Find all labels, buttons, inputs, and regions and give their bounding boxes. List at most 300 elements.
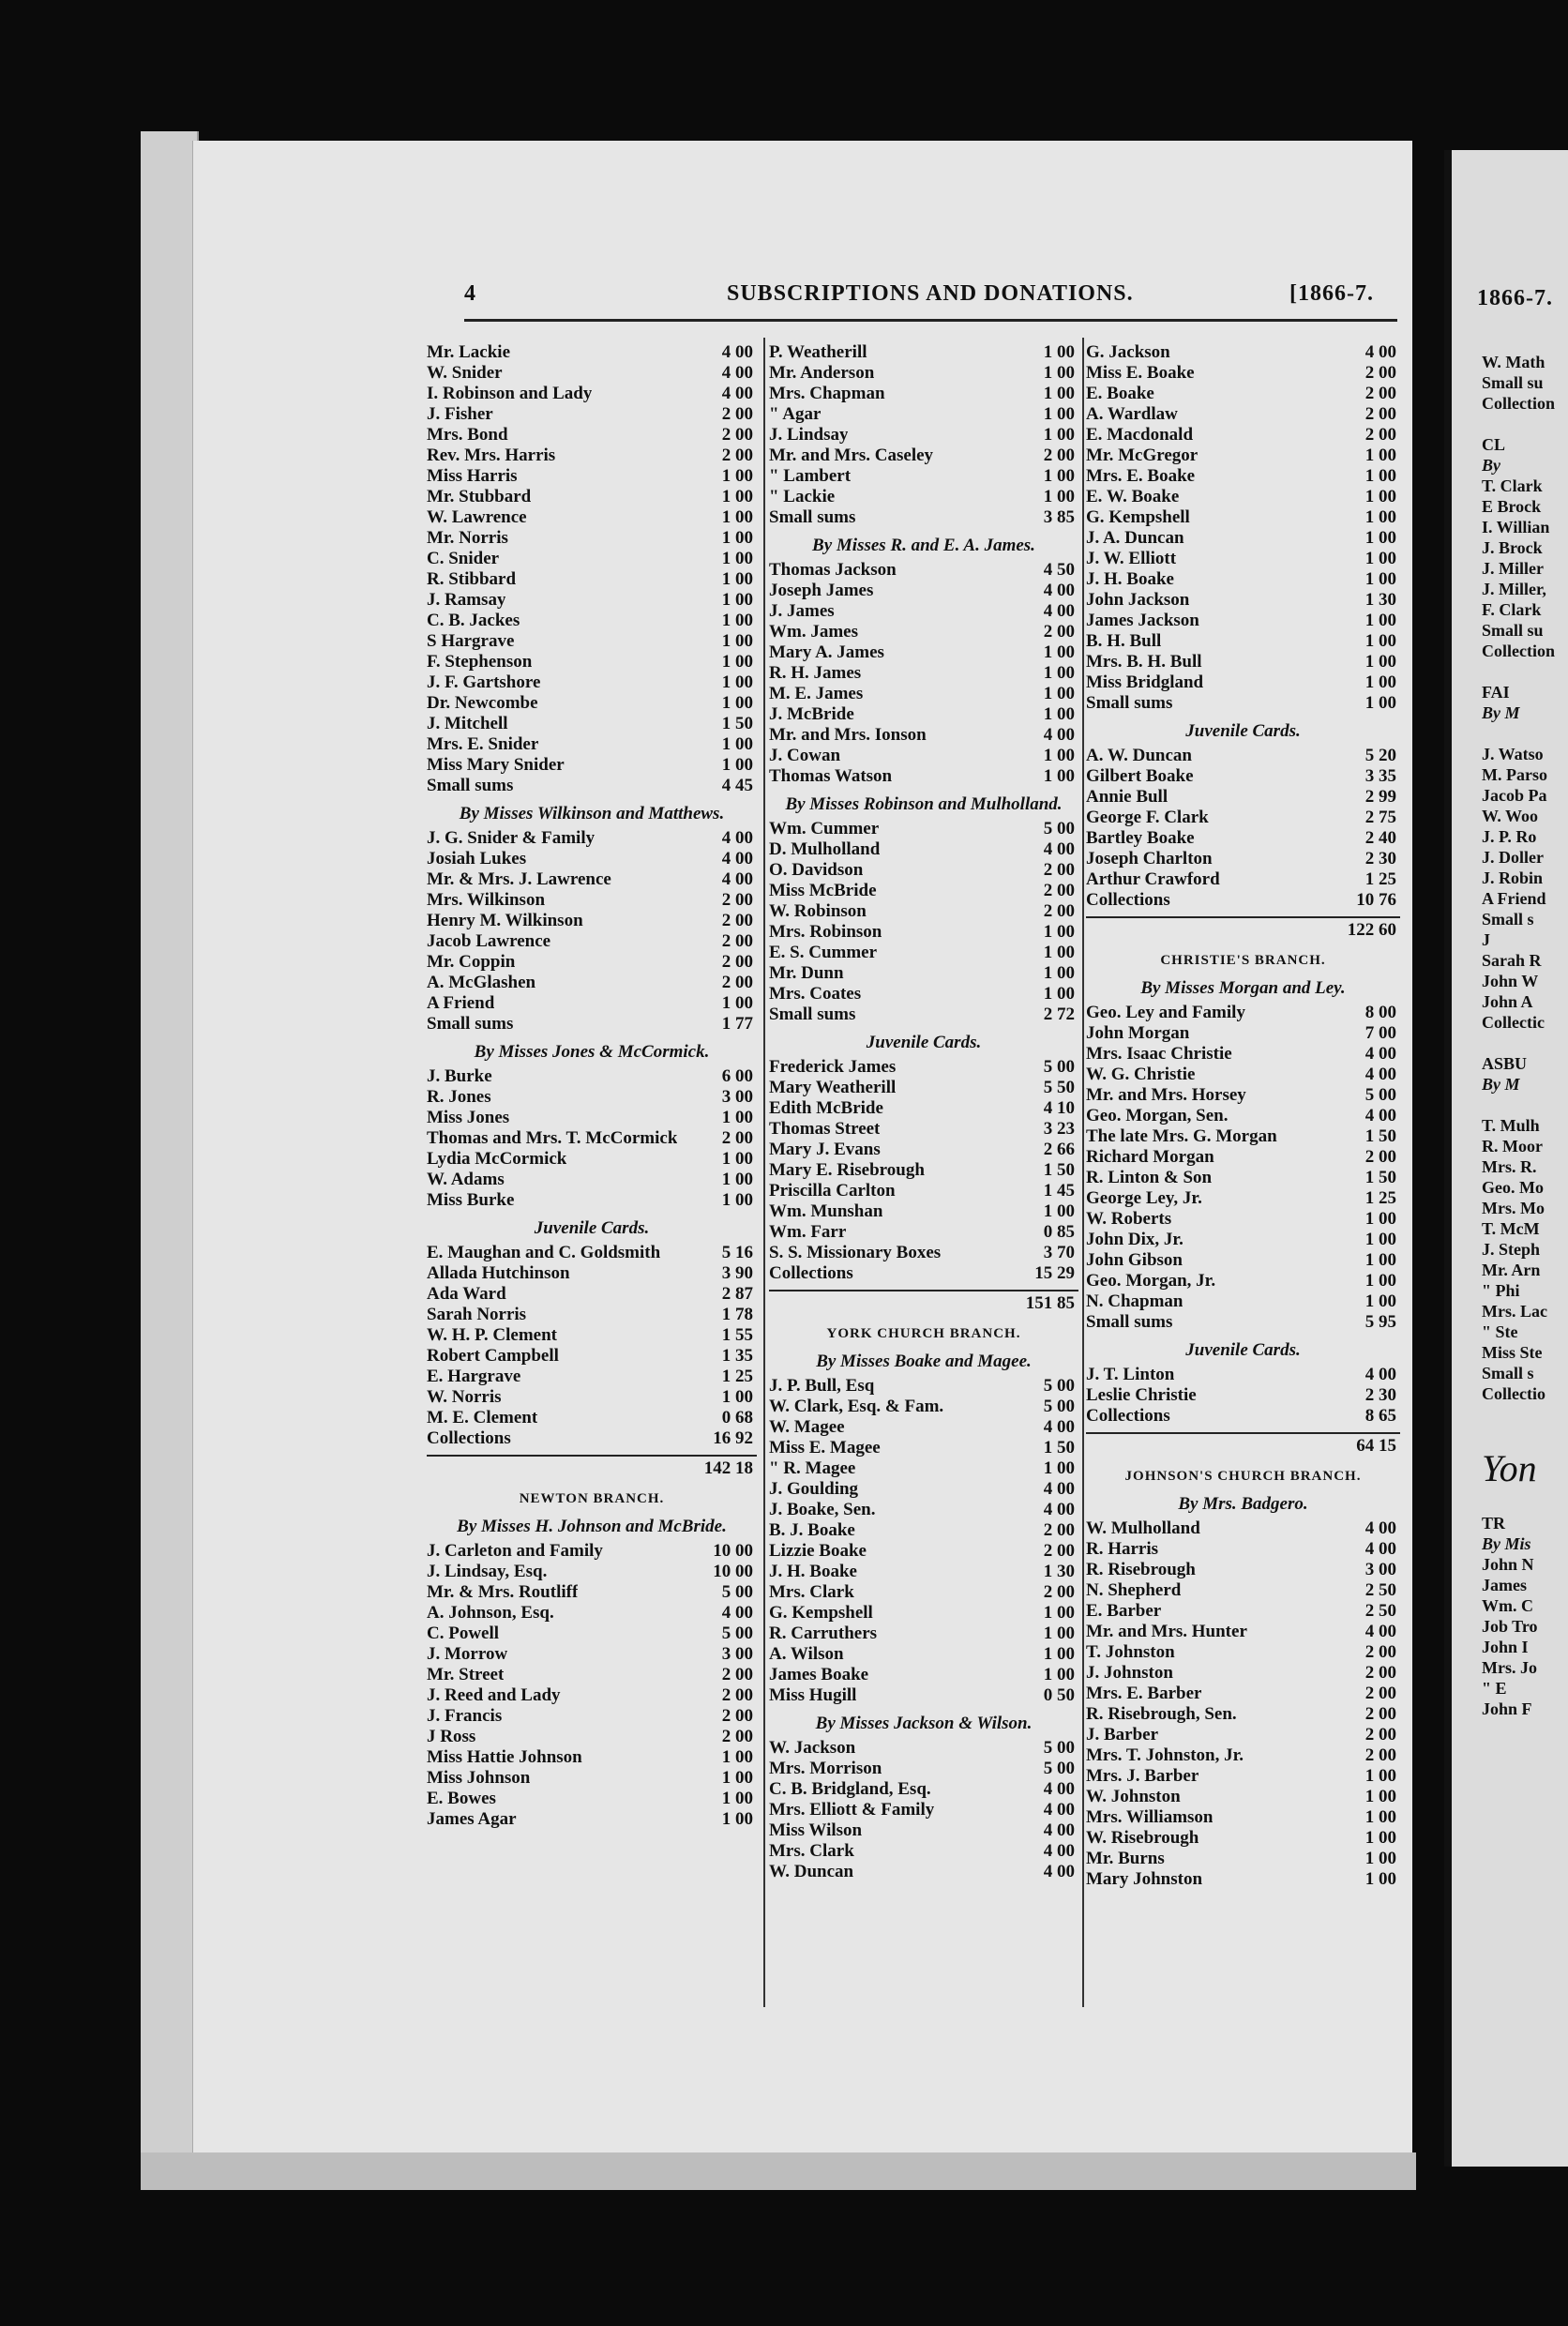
donation-amount: 2 75 — [1364, 808, 1396, 827]
donation-amount: 1 00 — [1364, 1787, 1396, 1806]
donation-amount: 1 00 — [1043, 642, 1075, 662]
donation-amount: 4 00 — [1364, 1065, 1396, 1084]
list-item — [1086, 828, 1400, 849]
donor-name: Miss Wilson — [769, 1820, 863, 1840]
donation-amount: 2 00 — [721, 890, 753, 910]
section-total — [769, 1290, 1078, 1314]
donor-name: Mrs. Coates — [769, 984, 862, 1004]
donor-name: W. Johnston — [1086, 1787, 1181, 1806]
list-item — [1086, 1560, 1400, 1580]
donation-amount: 5 20 — [1364, 746, 1396, 765]
list-item — [1086, 1725, 1400, 1745]
donation-amount: 1 00 — [721, 549, 753, 568]
list-item — [1086, 1828, 1400, 1849]
page-year: [1866-7. — [1289, 281, 1374, 306]
donation-amount: 2 00 — [1043, 446, 1075, 465]
list-item — [427, 1066, 757, 1087]
donor-name: Allada Hutchinson — [427, 1263, 570, 1283]
donor-name: J. F. Gartshore — [427, 672, 541, 692]
facing-page-line: Mrs. Mo — [1482, 1199, 1545, 1217]
donor-name: B. H. Bull — [1086, 631, 1162, 651]
donation-amount: 1 00 — [1043, 1665, 1075, 1684]
list-item — [1086, 1188, 1400, 1209]
donation-amount: 4 00 — [1364, 1365, 1396, 1384]
donor-name: Mr. Anderson — [769, 363, 875, 383]
donation-amount: 2 00 — [721, 952, 753, 972]
donor-name: Mr. and Mrs. Caseley — [769, 446, 934, 465]
facing-page-line: By M — [1482, 703, 1520, 722]
donor-name: C. B. Bridgland, Esq. — [769, 1779, 931, 1799]
donation-amount: 1 00 — [1043, 1201, 1075, 1221]
list-item — [1086, 849, 1400, 869]
list-item — [1086, 466, 1400, 487]
donor-name: E. W. Boake — [1086, 487, 1180, 506]
donor-name: B. J. Boake — [769, 1520, 855, 1540]
donor-name: Mrs. E. Barber — [1086, 1684, 1202, 1703]
donor-name: Mr. and Mrs. Hunter — [1086, 1622, 1247, 1641]
donor-name: Mr. and Mrs. Horsey — [1086, 1085, 1246, 1105]
list-item — [769, 1098, 1078, 1119]
list-item — [1086, 1869, 1400, 1890]
donation-amount: 5 00 — [1043, 1376, 1075, 1396]
list-item — [1086, 746, 1400, 766]
list-item — [769, 1541, 1078, 1562]
list-item — [769, 342, 1078, 363]
list-item — [1086, 1580, 1400, 1601]
donation-amount: 5 00 — [1043, 1397, 1075, 1416]
facing-page-line: J. Miller — [1482, 559, 1544, 578]
donor-name: Mary Johnston — [1086, 1869, 1203, 1889]
list-item — [427, 952, 757, 973]
column-divider-2 — [1082, 338, 1084, 2007]
list-item — [1086, 787, 1400, 808]
list-item — [427, 487, 757, 507]
list-item — [427, 1541, 757, 1562]
donor-name: J. Lindsay, Esq. — [427, 1562, 548, 1581]
donation-amount: 1 50 — [1043, 1438, 1075, 1458]
list-item — [1086, 1684, 1400, 1704]
donor-name: Small sums — [427, 1014, 514, 1034]
section-heading: By Misses Jones & McCormick. — [474, 1042, 710, 1062]
facing-page-line: Mr. Arn — [1482, 1261, 1541, 1279]
donor-name: W. Snider — [427, 363, 503, 383]
donation-amount: 1 00 — [1043, 766, 1075, 786]
donation-amount: 4 00 — [721, 849, 753, 868]
list-item — [427, 890, 757, 911]
facing-page-line: T. McM — [1482, 1219, 1540, 1238]
donor-name: Mrs. B. H. Bull — [1086, 652, 1202, 672]
donor-name: Joseph James — [769, 581, 874, 600]
donation-amount: 2 99 — [1364, 787, 1396, 807]
donor-name: John Jackson — [1086, 590, 1190, 610]
donation-amount: 1 00 — [1043, 1603, 1075, 1623]
donation-amount: 1 00 — [721, 755, 753, 775]
donation-amount: 10 00 — [713, 1541, 753, 1561]
donation-amount: 1 00 — [1043, 384, 1075, 403]
donation-amount: 4 00 — [721, 1603, 753, 1623]
facing-page-line: T. Clark — [1482, 476, 1543, 495]
facing-page-column — [1482, 352, 1555, 1719]
list-item — [769, 1376, 1078, 1397]
list-item — [427, 1747, 757, 1768]
list-item — [427, 384, 757, 404]
list-item — [769, 819, 1078, 839]
facing-page-line: T. Mulh — [1482, 1116, 1540, 1135]
donor-name: Gilbert Boake — [1086, 766, 1194, 786]
donation-amount: 1 00 — [1043, 342, 1075, 362]
donation-amount: 3 00 — [721, 1644, 753, 1664]
list-item — [1086, 1044, 1400, 1065]
donation-amount: 1 00 — [1364, 1766, 1396, 1786]
list-item — [427, 1768, 757, 1789]
donation-amount: 1 00 — [721, 693, 753, 713]
list-item — [769, 839, 1078, 860]
donation-amount: 1 00 — [721, 652, 753, 672]
donation-amount: 4 00 — [1043, 1417, 1075, 1437]
donation-amount: 4 00 — [1043, 1820, 1075, 1840]
donation-amount: 2 00 — [721, 425, 753, 445]
list-item — [1086, 693, 1400, 714]
donation-amount: 7 00 — [1364, 1023, 1396, 1043]
donation-amount: 5 00 — [1043, 819, 1075, 838]
facing-page-line: FAI — [1482, 683, 1510, 702]
section-total — [1086, 1432, 1400, 1457]
donor-name: Miss Johnson — [427, 1768, 531, 1788]
donor-name: Mr. Stubbard — [427, 487, 532, 506]
donation-amount: 1 00 — [721, 1190, 753, 1210]
list-item — [769, 1500, 1078, 1520]
list-item — [1086, 569, 1400, 590]
facing-page-line: Collection — [1482, 394, 1555, 413]
facing-page-line — [1482, 1492, 1555, 1513]
donation-amount: 4 00 — [1043, 1800, 1075, 1820]
list-item — [427, 528, 757, 549]
list-item — [769, 1738, 1078, 1759]
donor-name: Mrs. Isaac Christie — [1086, 1044, 1232, 1064]
donor-name: M. E. James — [769, 684, 864, 703]
donation-amount: 0 50 — [1043, 1685, 1075, 1705]
list-item — [427, 1685, 757, 1706]
list-item — [1086, 446, 1400, 466]
donor-name: J. P. Bull, Esq — [769, 1376, 875, 1396]
donation-amount: 1 00 — [1043, 487, 1075, 506]
list-item — [1086, 1663, 1400, 1684]
donation-amount: 1 00 — [721, 1170, 753, 1189]
donor-name: J. Reed and Lady — [427, 1685, 561, 1705]
page-bottom-edge — [141, 2152, 1416, 2190]
list-item — [769, 1800, 1078, 1820]
donation-amount: 2 00 — [1043, 1582, 1075, 1602]
donor-name: J. Goulding — [769, 1479, 859, 1499]
donor-name: W. Mulholland — [1086, 1518, 1200, 1538]
facing-page-line: A Friend — [1482, 889, 1546, 908]
list-item — [427, 1428, 757, 1449]
donor-name: Miss Burke — [427, 1190, 515, 1210]
donation-amount: 1 25 — [1364, 1188, 1396, 1208]
facing-page-line: John W — [1482, 972, 1539, 990]
section-heading: By Misses H. Johnson and McBride. — [457, 1517, 727, 1536]
donation-amount: 4 00 — [1043, 1862, 1075, 1881]
donation-amount: 1 30 — [1364, 590, 1396, 610]
donor-name: J. McBride — [769, 704, 854, 724]
list-item — [769, 1759, 1078, 1779]
donor-name: G. Jackson — [1086, 342, 1170, 362]
donation-amount: 2 50 — [1364, 1580, 1396, 1600]
list-item — [427, 1809, 757, 1830]
list-item — [427, 342, 757, 363]
list-item — [769, 1862, 1078, 1882]
donation-amount: 1 00 — [1364, 1849, 1396, 1868]
list-item — [1086, 1539, 1400, 1560]
donation-amount: 1 00 — [721, 507, 753, 527]
donation-amount: 4 00 — [721, 384, 753, 403]
donor-name: Mr. Burns — [1086, 1849, 1165, 1868]
list-item — [1086, 1365, 1400, 1385]
column-1 — [427, 342, 757, 1830]
donation-amount: 1 00 — [721, 611, 753, 630]
donor-name: J. W. Elliott — [1086, 549, 1177, 568]
donation-amount: 1 00 — [1364, 569, 1396, 589]
donation-amount: 2 00 — [1043, 622, 1075, 642]
donor-name: C. Powell — [427, 1624, 500, 1643]
donation-amount: 1 00 — [1043, 943, 1075, 962]
total-amount: 151 85 — [1025, 1293, 1075, 1313]
donation-amount: 4 10 — [1043, 1098, 1075, 1118]
donation-amount: 2 87 — [721, 1284, 753, 1304]
donation-amount: 2 00 — [721, 1727, 753, 1746]
donation-amount: 2 00 — [1364, 1147, 1396, 1167]
list-item — [769, 1140, 1078, 1160]
donation-amount: 4 00 — [1043, 839, 1075, 859]
donor-name: Miss Mary Snider — [427, 755, 565, 775]
facing-page-line: Mrs. Lac — [1482, 1302, 1547, 1321]
list-item — [427, 1346, 757, 1367]
list-item — [427, 755, 757, 776]
list-item — [427, 693, 757, 714]
donation-amount: 8 00 — [1364, 1003, 1396, 1022]
list-item — [769, 1644, 1078, 1665]
donation-amount: 2 00 — [721, 1706, 753, 1726]
donor-name: A. Wilson — [769, 1644, 844, 1664]
list-item — [769, 984, 1078, 1004]
donor-name: Mr. Norris — [427, 528, 508, 548]
donor-name: Mr. and Mrs. Ionson — [769, 725, 927, 745]
list-item — [1086, 652, 1400, 672]
donation-amount: 1 00 — [1364, 1230, 1396, 1249]
facing-page-line — [1482, 1095, 1555, 1115]
section-total — [1086, 916, 1400, 941]
facing-page-line — [1482, 1425, 1555, 1445]
list-item — [427, 1603, 757, 1624]
facing-page-line: Small s — [1482, 910, 1534, 929]
donor-name: P. Weatherill — [769, 342, 867, 362]
donation-amount: 1 00 — [1364, 1271, 1396, 1291]
donor-name: " Lambert — [769, 466, 852, 486]
donor-name: Leslie Christie — [1086, 1385, 1197, 1405]
list-item — [427, 466, 757, 487]
donation-amount: 2 00 — [721, 911, 753, 930]
list-item — [427, 1190, 757, 1211]
donor-name: J. James — [769, 601, 835, 621]
donor-name: D. Mulholland — [769, 839, 881, 859]
donor-name: Miss E. Boake — [1086, 363, 1195, 383]
section-heading: By Mrs. Badgero. — [1178, 1494, 1308, 1514]
donation-amount: 1 00 — [1364, 1209, 1396, 1229]
list-item — [769, 466, 1078, 487]
facing-page-line — [1482, 661, 1555, 682]
list-item — [1086, 1126, 1400, 1147]
list-item — [769, 1438, 1078, 1458]
donor-name: Robert Campbell — [427, 1346, 559, 1366]
donor-name: J. Carleton and Family — [427, 1541, 603, 1561]
list-item — [1086, 1250, 1400, 1271]
header-rule — [464, 319, 1397, 322]
list-item — [427, 973, 757, 993]
facing-page-line: " Phi — [1482, 1281, 1520, 1300]
donation-amount: 3 90 — [721, 1263, 753, 1283]
donor-name: Wm. Farr — [769, 1222, 847, 1242]
donation-amount: 1 00 — [1043, 466, 1075, 486]
list-item — [427, 869, 757, 890]
donation-amount: 1 00 — [1043, 922, 1075, 942]
donation-amount: 16 92 — [713, 1428, 753, 1448]
facing-page-line — [1482, 1404, 1555, 1425]
donation-amount: 1 25 — [1364, 869, 1396, 889]
list-item — [769, 1263, 1078, 1284]
donation-amount: 1 00 — [1364, 466, 1396, 486]
facing-page-line: Collectic — [1482, 1013, 1545, 1032]
donor-name: Miss Jones — [427, 1108, 510, 1127]
donation-amount: 1 00 — [1364, 1828, 1396, 1848]
donation-amount: 5 00 — [1043, 1759, 1075, 1778]
list-item — [1086, 1271, 1400, 1291]
donation-amount: 3 70 — [1043, 1243, 1075, 1262]
donation-amount: 2 00 — [1364, 1663, 1396, 1683]
donation-amount: 1 00 — [721, 590, 753, 610]
donor-name: G. Kempshell — [769, 1603, 873, 1623]
facing-page-line: F. Clark — [1482, 600, 1542, 619]
list-item — [1086, 1023, 1400, 1044]
list-item — [1086, 384, 1400, 404]
donor-name: Small sums — [1086, 1312, 1173, 1332]
donor-name: Priscilla Carlton — [769, 1181, 896, 1201]
facing-page-line: J. Miller, — [1482, 580, 1546, 598]
donation-amount: 4 00 — [1043, 1841, 1075, 1861]
branch-heading: CHRISTIE'S BRANCH. — [1160, 953, 1326, 968]
donation-amount: 2 00 — [721, 446, 753, 465]
donor-name: Collections — [1086, 1406, 1170, 1426]
donation-amount: 3 23 — [1043, 1119, 1075, 1139]
list-item — [427, 631, 757, 652]
list-item — [1086, 363, 1400, 384]
donation-amount: 4 50 — [1043, 560, 1075, 580]
donor-name: J. Cowan — [769, 746, 841, 765]
donor-name: Mrs. Robinson — [769, 922, 882, 942]
donation-amount: 1 00 — [721, 1149, 753, 1169]
donor-name: Miss Hattie Johnson — [427, 1747, 582, 1767]
donor-name: J. Boake, Sen. — [769, 1500, 876, 1519]
list-item — [769, 1119, 1078, 1140]
donor-name: Miss Hugill — [769, 1685, 857, 1705]
donor-name: W. H. P. Clement — [427, 1325, 557, 1345]
donation-amount: 1 00 — [1364, 487, 1396, 506]
branch-heading: NEWTON BRANCH. — [519, 1491, 665, 1506]
list-item — [769, 622, 1078, 642]
list-item — [427, 446, 757, 466]
donor-name: Small sums — [427, 776, 514, 795]
donation-amount: 4 00 — [1043, 1779, 1075, 1799]
list-item — [1086, 611, 1400, 631]
donor-name: Mrs. Morrison — [769, 1759, 882, 1778]
list-item — [1086, 528, 1400, 549]
list-item — [769, 901, 1078, 922]
donation-amount: 4 00 — [721, 363, 753, 383]
donor-name: E. Maughan and C. Goldsmith — [427, 1243, 661, 1262]
list-item — [769, 704, 1078, 725]
list-item — [1086, 672, 1400, 693]
list-item — [427, 828, 757, 849]
donation-amount: 5 00 — [721, 1582, 753, 1602]
list-item — [1086, 1406, 1400, 1427]
donation-amount: 0 68 — [721, 1408, 753, 1427]
list-item — [769, 1458, 1078, 1479]
donor-name: Wm. Cummer — [769, 819, 880, 838]
facing-page-line: By Mis — [1482, 1534, 1531, 1553]
list-item — [427, 1727, 757, 1747]
donor-name: Miss McBride — [769, 881, 877, 900]
donor-name: R. Risebrough, Sen. — [1086, 1704, 1237, 1724]
list-item — [769, 1417, 1078, 1438]
donor-name: Mr. Dunn — [769, 963, 844, 983]
donor-name: C. B. Jackes — [427, 611, 520, 630]
facing-page-line: Miss Ste — [1482, 1343, 1543, 1362]
donor-name: J. T. Linton — [1086, 1365, 1175, 1384]
list-item — [769, 1520, 1078, 1541]
list-item — [769, 1562, 1078, 1582]
donation-amount: 4 00 — [1043, 1500, 1075, 1519]
facing-page-line: Small su — [1482, 373, 1544, 392]
list-item — [769, 581, 1078, 601]
donor-name: John Dix, Jr. — [1086, 1230, 1184, 1249]
donation-amount: 4 00 — [721, 869, 753, 889]
list-item — [1086, 404, 1400, 425]
list-item — [427, 652, 757, 672]
donor-name: Mrs. T. Johnston, Jr. — [1086, 1745, 1244, 1765]
donor-name: T. Johnston — [1086, 1642, 1175, 1662]
donor-name: S Hargrave — [427, 631, 515, 651]
donor-name: Rev. Mrs. Harris — [427, 446, 556, 465]
donation-amount: 1 45 — [1043, 1181, 1075, 1201]
facing-page-line: Small s — [1482, 1364, 1534, 1382]
donation-amount: 1 00 — [1364, 631, 1396, 651]
list-item — [1086, 1787, 1400, 1807]
donor-name: Bartley Boake — [1086, 828, 1195, 848]
donor-name: W. Jackson — [769, 1738, 856, 1758]
donation-amount: 1 00 — [1043, 984, 1075, 1004]
list-item — [769, 943, 1078, 963]
facing-page-line: James — [1482, 1576, 1527, 1594]
subsection-heading: Juvenile Cards. — [866, 1033, 982, 1052]
donor-name: W. G. Christie — [1086, 1065, 1196, 1084]
donation-amount: 1 00 — [1043, 404, 1075, 424]
donation-amount: 2 00 — [721, 931, 753, 951]
donor-name: J. Lindsay — [769, 425, 849, 445]
donation-amount: 1 50 — [1364, 1126, 1396, 1146]
donor-name: Arthur Crawford — [1086, 869, 1220, 889]
list-item — [1086, 1312, 1400, 1333]
donor-name: R. Carruthers — [769, 1624, 878, 1643]
donation-amount: 1 00 — [721, 528, 753, 548]
